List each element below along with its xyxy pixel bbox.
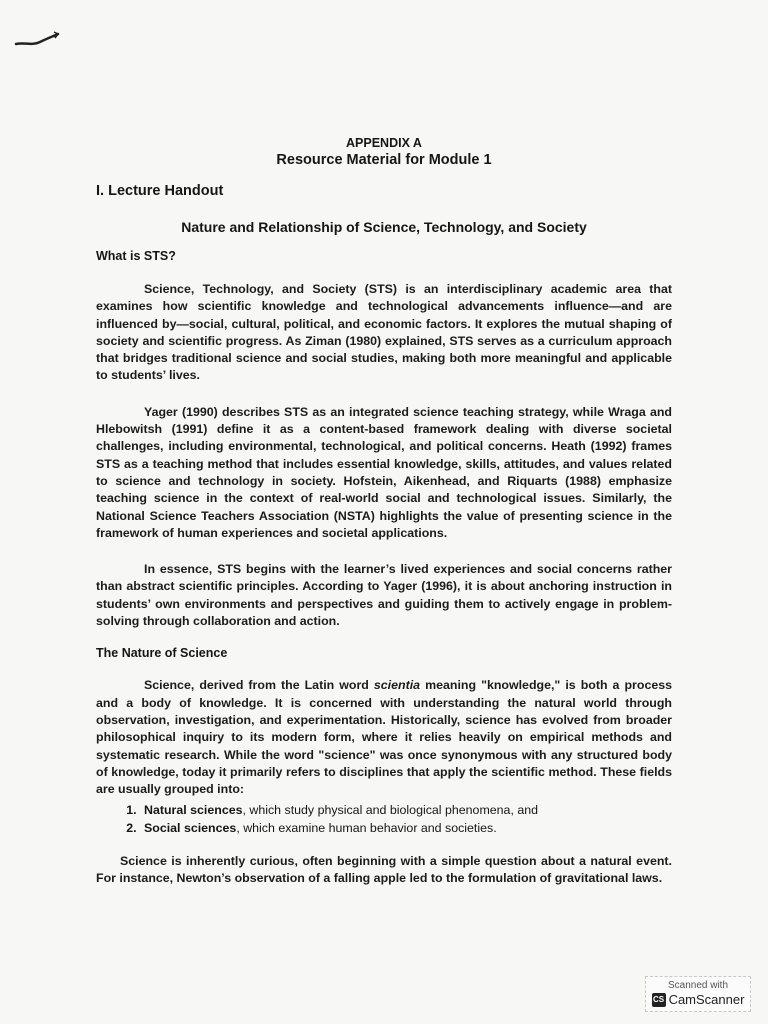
field-term: Natural sciences [144, 803, 243, 818]
nature-of-science-heading: The Nature of Science [96, 646, 228, 661]
list-item [140, 802, 672, 819]
science-fields-list [96, 802, 672, 837]
section-title: I. Lecture Handout [96, 183, 224, 199]
field-desc: , which study physical and biological phenomena, and [242, 803, 538, 818]
nos-latin-word: scientia [373, 678, 421, 693]
document-body [96, 134, 672, 888]
camscanner-logo-icon: CS [652, 993, 666, 1007]
watermark-brand-text: CamScanner [668, 992, 745, 1007]
sts-paragraph-2: Yager (1990) describes STS as an integrated science teaching strategy, while Wraga and Hlebowitsh (1991) define it as a content-based framework dealing with diverse societal challenges, including environmental, technological, and political concerns. Heath (1992) frames STS as a teaching method that includes essential knowledge, skills, attitudes, and values related to science and technology in society. Hofstein, Aikenhead, and Riquarts (1988) emphasize teaching science in the context of real-world social and technological issues. Similarly, the National Science Teachers Association (NSTA) highlights the value of presenting science in the framework of human experiences and societal applications. [96, 404, 672, 540]
list-item [140, 820, 672, 837]
closing-paragraph: Science is inherently curious, often beginning with a simple question about a natural event. For instance, Newton’s observation of a falling apple led to the formulation of gravitational laws. [96, 854, 672, 886]
field-desc: , which examine human behavior and societies. [236, 820, 497, 835]
what-is-sts-heading: What is STS? [96, 249, 176, 263]
nos-text-pre: Science, derived from the Latin word [144, 678, 374, 693]
module-title: Resource Material for Module 1 [276, 152, 492, 168]
sts-paragraph-3: In essence, STS begins with the learner’s lived experiences and social concerns rather than abstract scientific principles. According to Yager (1996), it is about anchoring instruction in students’ own environments and perspectives and guiding them to actively engage in problem-solving through collaboration and action. [96, 562, 672, 629]
camscanner-watermark [645, 976, 751, 1012]
sts-paragraph-1: Science, Technology, and Society (STS) is an interdisciplinary academic area that examines how scientific knowledge and technological advancements influence—and are influenced by—social, cultural, political, and economic factors. It explores the mutual shaping of society and scientific progress. As Ziman (1980) explained, STS serves as a curriculum approach that bridges traditional science and social studies, making both more meaningful and applicable to students’ lives. [96, 282, 672, 383]
watermark-brand [646, 992, 750, 1007]
topic-title: Nature and Relationship of Science, Technology, and Society [181, 219, 587, 235]
nature-of-science-paragraph [96, 677, 672, 798]
pen-mark-icon [14, 30, 60, 52]
field-term: Social sciences [144, 820, 237, 835]
nos-text-post: meaning "knowledge," is both a process and a body of knowledge. It is concerned with understanding the natural world through observation, investigation, and experimentation. Historically, science has evolved from broader philosophical inquiry to its modern form, where it relies heavily on empirical methods and systematic research. While the word "science" was once synonymous with any structured body of knowledge, today it primarily refers to disciplines that apply the scientific method. These fields are usually grouped into: [96, 678, 673, 797]
appendix-label: APPENDIX A [346, 136, 422, 150]
watermark-top-text: Scanned with [667, 980, 729, 991]
